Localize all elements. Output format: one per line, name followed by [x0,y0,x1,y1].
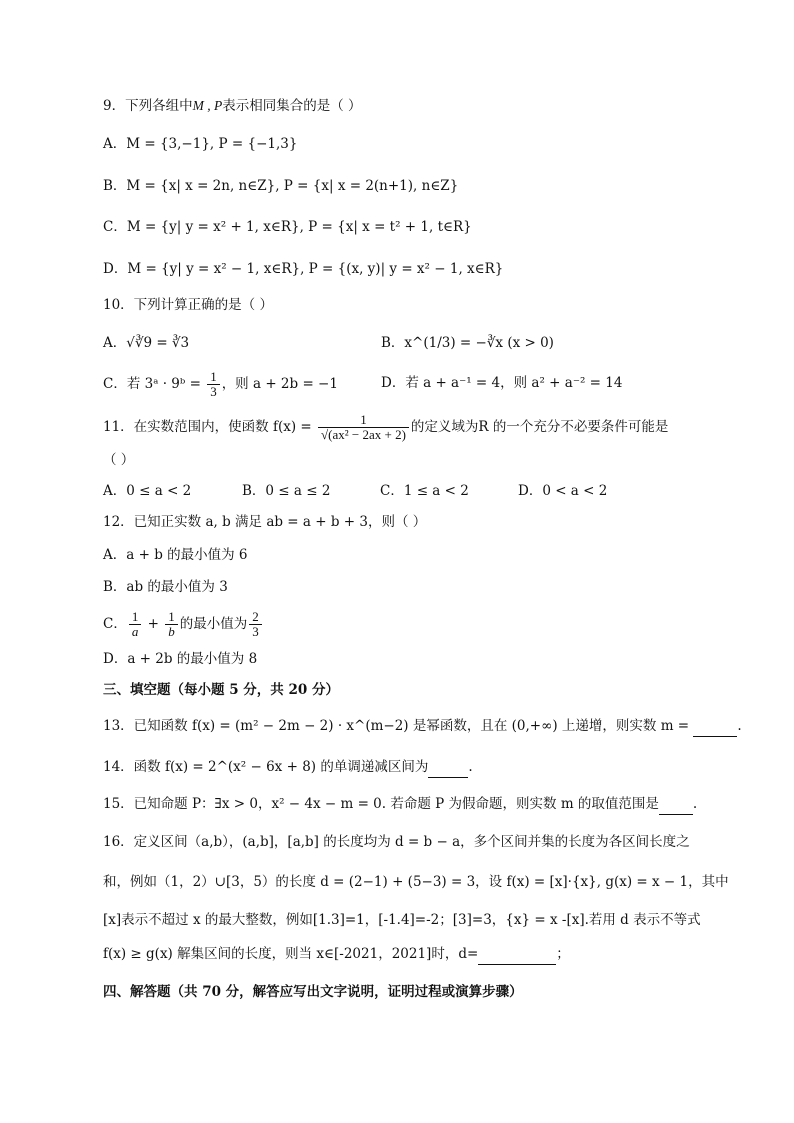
q11-option-c: C．1 ≤ a < 2 [380,483,469,499]
q9-option-d: D．M = {y| y = x² − 1, x∈R}, P = {(x, y)| y = x² − 1, x∈R} [103,261,504,277]
q15-blank [659,794,693,815]
q11-option-a: A．0 ≤ a < 2 [103,483,192,499]
section-3-heading: 三、填空题（每小题 5 分，共 20 分） [103,682,339,698]
q12-option-b: B．ab 的最小值为 3 [103,579,228,595]
q10-stem: 10．下列计算正确的是（ ） [103,297,273,313]
q12-stem: 12．已知正实数 a, b 满足 ab = a + b + 3，则（ ） [103,514,427,530]
q15: 15．已知命题 P：∃x > 0，x² − 4x − m = 0. 若命题 P 为假命题，则实数 m 的取值范围是 . [103,794,697,815]
q16-line-4: f(x) ≥ g(x) 解集区间的长度，则当 x∈[-2021，2021]时，d= ； [103,944,570,965]
q9-option-b: B．M = {x| x = 2n, n∈Z}, P = {x| x = 2(n+1), n∈Z} [103,178,459,194]
q12-option-d: D．a + 2b 的最小值为 8 [103,651,258,667]
q9-option-c: C．M = {y| y = x² + 1, x∈R}, P = {x| x = t² + 1, t∈R} [103,219,472,235]
q10-option-b: B．x^(1/3) = −∛x (x > 0) [381,335,554,351]
q13-blank [693,716,737,737]
q10-c-fraction: $\frac{1}{3}$ [207,370,220,399]
q9-stem: 9．下列各组中M , P表示相同集合的是（ ） [103,98,362,114]
q12-option-c: C． $\frac{1}{a}$ + $\frac{1}{b}$ 的最小值为 $\frac{2}{3}$ [103,610,264,639]
q16-line-2: 和，例如（1，2）∪[3，5）的长度 d = (2−1) + (5−3) = 3，设 f(x) = [x]·{x}, g(x) = x − 1，其中 [103,874,729,890]
q11-option-b: B．0 ≤ a ≤ 2 [242,483,331,499]
q16-line-1: 16．定义区间（a,b），(a,b]，[a,b] 的长度均为 d = b − a，多个区间并集的长度为各区间长度之 [103,834,690,850]
q12-c-frac1: $\frac{1}{a}$ [129,610,142,639]
q9-option-a: A．M = {3,−1}, P = {−1,3} [103,136,298,152]
q12-c-frac2: $\frac{1}{b}$ [165,610,178,639]
q11-stem: 11．在实数范围内，使函数 f(x) = $\frac{1}{\text{√(ax² − 2ax + 2)}}$ 的定义域为R 的一个充分不必要条件可能是 [103,412,669,442]
q10-option-c: C．若 3ᵃ · 9ᵇ = $\frac{1}{3}$ ，则 a + 2b = −1 [103,369,338,399]
q12-option-a: A．a + b 的最小值为 6 [103,547,248,563]
q14-blank [428,757,468,778]
section-4-heading: 四、解答题（共 70 分，解答应写出文字说明，证明过程或演算步骤） [103,984,523,1000]
q11-paren: （ ） [103,452,135,468]
q14: 14．函数 f(x) = 2^(x² − 6x + 8) 的单调递减区间为 . [103,757,473,778]
q11-fraction: $\frac{1}{\text{√(ax² − 2ax + 2)}}$ [318,413,409,442]
q16-blank [478,944,556,965]
q10-option-d: D．若 a + a⁻¹ = 4，则 a² + a⁻² = 14 [381,375,623,391]
q12-c-frac3: $\frac{2}{3}$ [249,610,262,639]
q11-option-d: D．0 < a < 2 [518,483,608,499]
q16-line-3: [x]表示不超过 x 的最大整数，例如[1.3]=1，[-1.4]=-2；[3]=3，{x} = x -[x].若用 d 表示不等式 [103,912,701,928]
q10-option-a: A．√∛9 = ∛3 [103,335,190,351]
q13: 13．已知函数 f(x) = (m² − 2m − 2) · x^(m−2) 是幂函数，且在 (0,+∞) 上递增，则实数 m = . [103,716,742,737]
